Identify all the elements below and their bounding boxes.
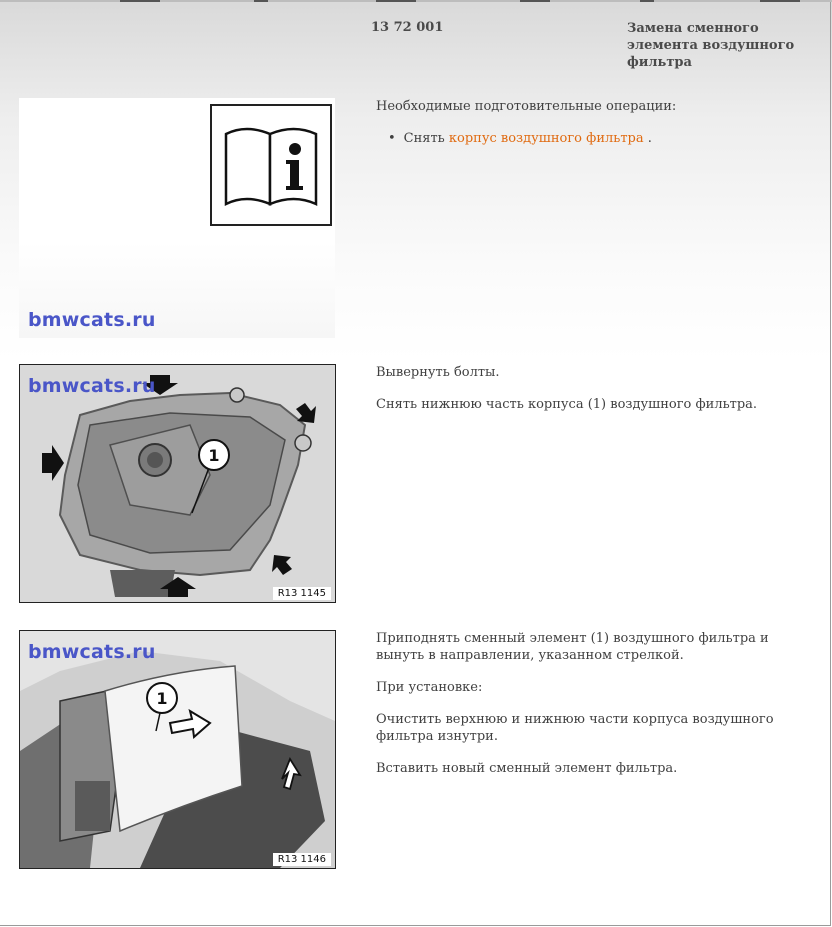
bullet-dot-icon: •: [388, 131, 396, 146]
step-text: Вставить новый сменный элемент фильтра.: [376, 761, 678, 776]
step-text: Приподнять сменный элемент (1) воздушного фильтра и вынуть в направлении, указанном стрелкой.: [376, 631, 769, 663]
callout-1: 1: [208, 446, 220, 465]
bullet-suffix: .: [647, 131, 652, 146]
document-title: Замена сменного элемента воздушного фильтра: [627, 21, 795, 70]
air-filter-housing-link[interactable]: корпус воздушного фильтра: [448, 131, 644, 146]
watermark: bmwcats.ru: [28, 641, 156, 663]
steps-section-2: [376, 364, 806, 428]
figure-label: R13 1145: [273, 587, 331, 600]
callout-1: 1: [156, 689, 168, 708]
step-text: Вывернуть болты.: [376, 365, 500, 380]
watermark: bmwcats.ru: [28, 375, 156, 397]
watermark: bmwcats.ru: [28, 309, 156, 331]
prep-heading: Необходимые подготовительные операции:: [376, 99, 677, 114]
step-text: Снять нижнюю часть корпуса (1) воздушного фильтра.: [376, 397, 758, 412]
step-text: При установке:: [376, 680, 483, 695]
prep-section: [376, 98, 806, 147]
steps-section-3: [376, 630, 806, 792]
figure-r13-1145: [19, 364, 336, 603]
figure-r13-1146: [19, 630, 336, 869]
prep-bullet: [388, 130, 806, 147]
manual-info-icon: [210, 104, 332, 226]
figure-label: R13 1146: [273, 853, 331, 866]
bullet-prefix: Снять: [403, 131, 445, 146]
step-text: Очистить верхнюю и нижнюю части корпуса воздушного фильтра изнутри.: [376, 712, 774, 744]
document-code: 13 72 001: [371, 20, 444, 35]
manual-panel: [19, 98, 335, 338]
top-bar: [0, 0, 832, 2]
